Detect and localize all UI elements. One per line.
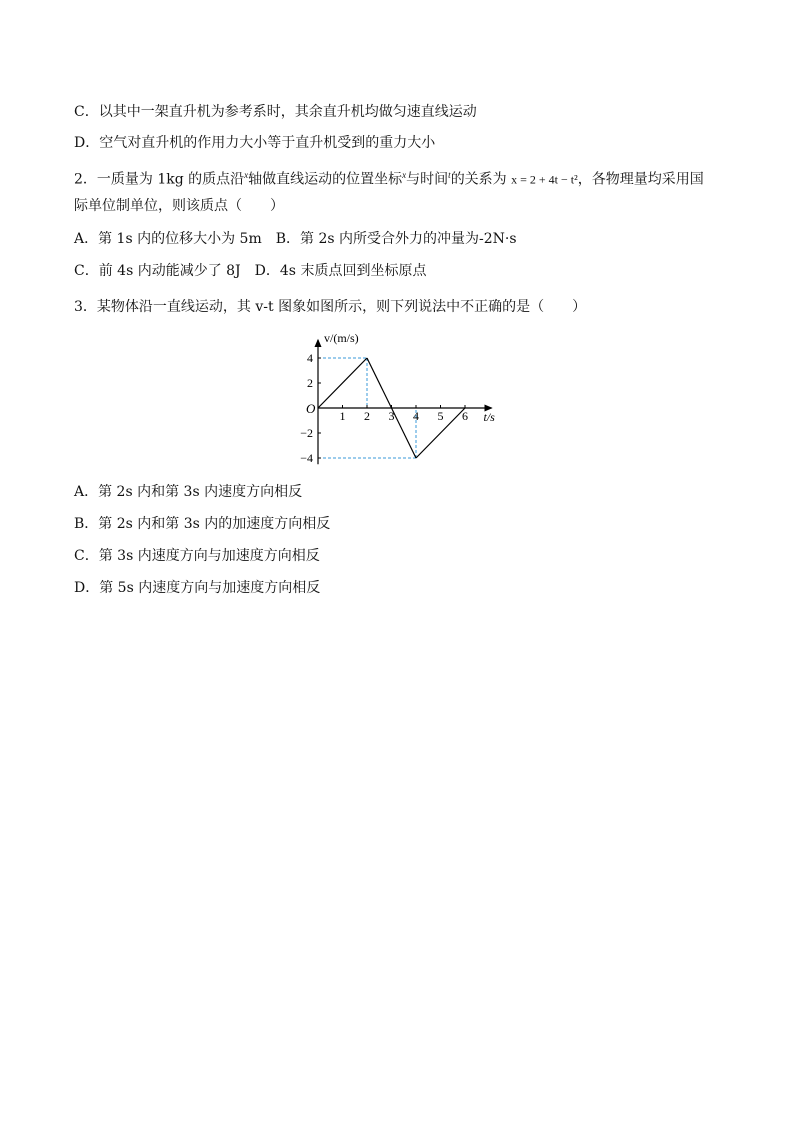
x-tick-label: 5 [437,409,444,423]
q3-option-c: C．第 3s 内速度方向与加速度方向相反 [74,548,320,564]
q2-stem-line2: 际单位制单位，则该质点（ ） [74,198,284,214]
q1-option-d: D．空气对直升机的作用力大小等于直升机受到的重力大小 [74,135,436,151]
q3-option-b: B．第 2s 内和第 3s 内的加速度方向相反 [74,516,331,532]
origin-label: O [306,401,316,416]
q2-stem-line1 [74,165,704,190]
q3-option-a: A．第 2s 内和第 3s 内速度方向相反 [74,484,303,500]
q2-options-ab: A．第 1s 内的位移大小为 5m B．第 2s 内所受合外力的冲量为-2N·s [74,231,517,247]
q2-var-x2: x [402,170,407,180]
q1-option-c: C．以其中一架直升机为参考系时，其余直升机均做匀速直线运动 [74,104,477,120]
x-tick-label: 2 [364,409,370,423]
y-tick-label: −2 [300,426,313,440]
q2-options-cd: C．前 4s 内动能减少了 8J D．4s 末质点回到坐标原点 [74,263,427,279]
vt-chart [290,318,510,468]
q2-stem-a: 2．一质量为 1kg 的质点沿 [74,171,245,188]
q2-var-x1: x [244,170,249,180]
x-tick-label: 6 [462,409,468,423]
q3-option-d: D．第 5s 内速度方向与加速度方向相反 [74,580,321,596]
y-axis-label: v/(m/s) [324,331,359,345]
y-tick-label: −4 [300,451,313,465]
series-segment-0 [318,358,367,408]
x-tick-label: 1 [339,409,346,423]
y-tick-label: 4 [307,351,313,365]
x-tick-label: 4 [413,409,419,423]
q2-formula: x = 2 + 4t − t² [511,172,578,187]
vt-chart-svg [290,318,510,468]
q2-var-t: t [448,170,451,180]
q2-stem-d: 的关系为 [450,171,507,188]
q3-stem: 3．某物体沿一直线运动，其 v-t 图象如图所示，则下列说法中不正确的是（ ） [74,299,587,315]
q2-stem-b: 轴做直线运动的位置坐标 [248,171,403,188]
q2-stem-e: ，各物理量均采用国 [577,171,704,188]
y-tick-label: 2 [307,376,313,390]
q2-stem-c: 与时间 [406,171,449,188]
x-axis-label: t/s [483,410,495,424]
x-tick-label: 3 [388,409,395,423]
